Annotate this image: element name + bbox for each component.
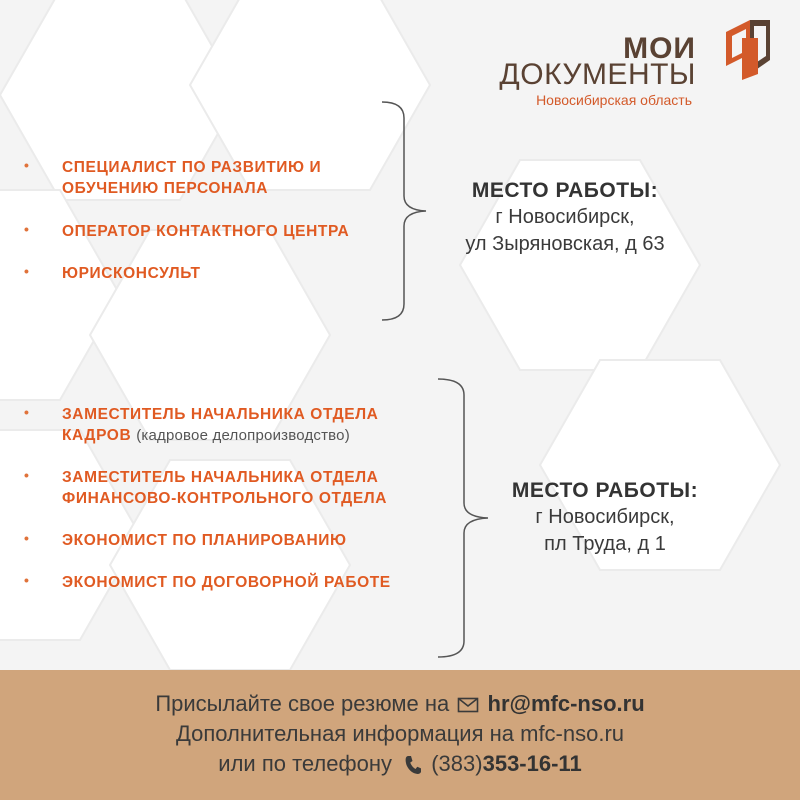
phone-number[interactable]: 353-16-11 [482,751,582,776]
phone-line [0,749,800,779]
list-item [24,404,422,446]
resume-line [0,689,800,719]
mail-icon [457,697,479,713]
vacancy-title: ОПЕРАТОР КОНТАКТНОГО ЦЕНТРА [62,223,350,240]
logo-text-moi: МОИ [623,32,696,65]
email-link[interactable]: hr@mfc-nso.ru [487,691,645,716]
vacancy-title: ЭКОНОМИСТ ПО ДОГОВОРНОЙ РАБОТЕ [62,574,391,591]
vacancy-title: СПЕЦИАЛИСТ ПО РАЗВИТИЮ И ОБУЧЕНИЮ ПЕРСОНАЛА [62,159,322,197]
list-item [24,157,362,199]
moi-dokumenty-mark-icon [720,14,776,80]
bullet: • [24,157,29,173]
list-item [24,572,422,593]
vacancy-title: ЗАМЕСТИТЕЛЬ НАЧАЛЬНИКА ОТДЕЛА ФИНАНСОВО-КОНТРОЛЬНОГО ОТДЕЛА [62,469,388,507]
logo-text-dokumenty: ДОКУМЕНТЫ [499,58,696,91]
brand-logo [499,14,776,114]
contact-footer [0,670,800,800]
right-brace-1 [380,100,430,322]
logo-region: Новосибирская область [536,92,692,108]
vacancy-title: ЭКОНОМИСТ ПО ПЛАНИРОВАНИЮ [62,532,347,549]
bullet: • [24,221,29,237]
phone-text: или по телефону [218,751,392,776]
bullet: • [24,404,29,420]
list-item [24,530,422,551]
work-location-1 [430,178,700,258]
bullet: • [24,263,29,279]
info-line: Дополнительная информация на mfc-nso.ru [175,721,625,746]
work-location-address: ул Зыряновская, д 63 [465,233,665,255]
work-location-heading: МЕСТО РАБОТЫ: [511,479,699,502]
vacancy-title: ЮРИСКОНСУЛЬТ [62,265,201,282]
work-location-2 [480,478,730,558]
phone-icon [404,755,422,775]
vacancy-title-text: ЗАМЕСТИТЕЛЬ НАЧАЛЬНИКА ОТДЕЛА КАДРОВ [62,406,379,444]
bullet: • [24,572,29,588]
vacancy-list-1 [24,157,362,284]
bullet: • [24,467,29,483]
vacancy-list-2 [24,404,422,593]
phone-code: (383) [431,751,483,776]
resume-text: Присылайте свое резюме на [155,691,450,716]
work-location-city: г Новосибирск, [495,206,635,228]
list-item [24,467,422,509]
vacancy-note: (кадровое делопроизводство) [136,427,350,444]
work-location-address: пл Труда, д 1 [544,533,666,555]
list-item [24,263,362,284]
bullet: • [24,530,29,546]
work-location-city: г Новосибирск, [535,506,675,528]
vacancy-title [62,404,422,446]
work-location-heading: МЕСТО РАБОТЫ: [471,179,659,202]
list-item [24,221,362,242]
